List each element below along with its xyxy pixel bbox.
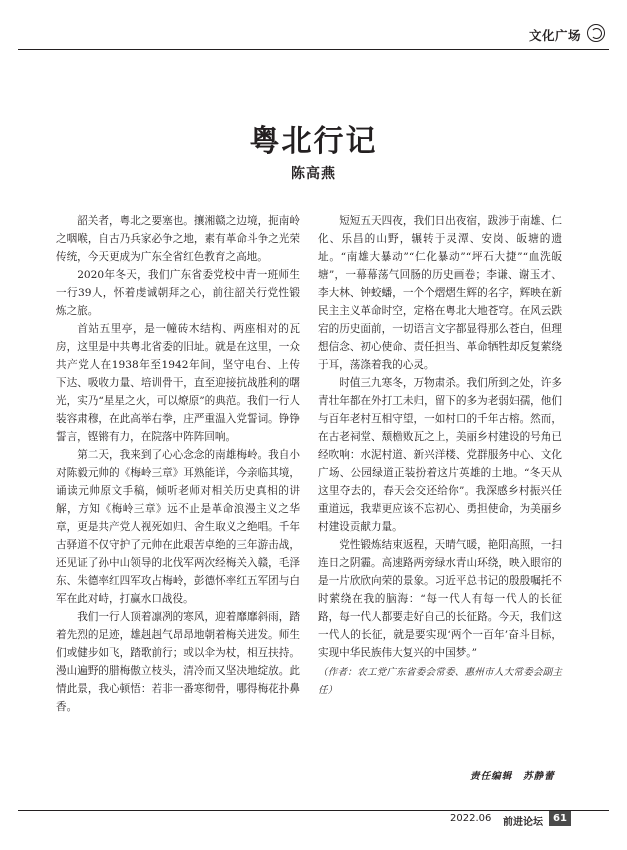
responsible-editor: 责任编辑 苏静蕾 xyxy=(470,771,555,782)
issue-date: 2022.06 xyxy=(450,813,492,824)
section-circle-icon xyxy=(587,24,605,42)
footer-rule xyxy=(18,810,609,811)
paragraph: 党性锻炼结束返程，天晴气暖，艳阳高照，一扫连日之阴霾。高速路两旁绿水青山环绕，映入眼帘的是一片欣欣向荣的景象。习近平总书记的殷殷嘱托不时萦绕在我的脑海：“每一代人有每一代人的长征路，每一代人都要走好自己的长征路。今天，我们这一代人的长征，就是要实现‘两个一百年’奋斗目标，实现中华民族伟大复兴的中国梦。” xyxy=(318,539,562,659)
magazine-name: 前进论坛 xyxy=(503,817,543,828)
paragraph: 韶关者，粤北之要塞也。攘湘赣之边境，扼南岭之咽喉，自古乃兵家必争之地，素有革命斗争之光荣传统，今天更成为广东全省红色教育之高地。 xyxy=(56,215,300,263)
article-author: 陈高燕 xyxy=(291,166,336,182)
paragraph: 短短五天四夜，我们日出夜宿，跋涉于南雄、仁化、乐昌的山野，辗转于灵潭、安岗、皈塘的遗址。“南雄大暴动”“仁化暴动”“坪石大捷”“血洗皈塘”，一幕幕荡气回肠的历史画卷；李谦、谢玉才、李大林、钟蛟蟠，一个个熠熠生辉的名字，辉映在新民主主义革命时空，定格在粤北大地苍穹。在风云跌宕的历史面前，一切语言文字都显得那么苍白，但理想信念、初心使命、责任担当、革命牺牲却反复萦绕于耳，荡涤着我的心灵。 xyxy=(318,215,562,371)
author-byline: （作者：农工党广东省委会常委、惠州市人大常委会副主任） xyxy=(318,667,562,696)
paragraph: 时值三九寒冬，万物肃杀。我们所到之处，许多青壮年都在外打工未归，留下的多为老弱妇孺，他们与百年老村互相守望，一如村口的千年古榕。然而，在古老祠堂、颓檐败瓦之上，美丽乡村建设的号角已经吹响：水泥村道、新兴洋楼、党群服务中心、文化广场、公园绿道正装扮着这片英雄的土地。“冬天从这里夺去的，春天会交还给你”。我深感乡村振兴任重道远，我辈更应该不忘初心、勇担使命，为美丽乡村建设贡献力量。 xyxy=(318,377,562,533)
paragraph: 2020年冬天，我们广东省委党校中青一班师生一行39人，怀着虔诚朝拜之心，前往韶关行党性锻炼之旅。 xyxy=(56,269,300,317)
article-title: 粤北行记 xyxy=(249,124,378,159)
right-column xyxy=(318,212,562,700)
section-label: 文化广场 xyxy=(528,28,581,43)
page-number: 61 xyxy=(549,811,571,826)
left-column xyxy=(56,212,300,716)
paragraph: 首站五里亭，是一幢砖木结构、两座相对的瓦房，这里是中共粤北省委的旧址。就是在这里，一众共产党人在1938年至1942年间，坚守电台、上传下达、吸收力量、培训骨干，直至迎接抗战胜利的曙光，实乃“星星之火，可以燎原”的典范。我们一行人装容肃穆，在此高举右拳，庄严重温入党誓词。铮铮誓言，铿锵有力，在院落中阵阵回响。 xyxy=(56,323,300,443)
header-rule xyxy=(18,49,609,50)
paragraph: 第二天，我来到了心心念念的南雄梅岭。我自小对陈毅元帅的《梅岭三章》耳熟能详，今亲临其境，诵读元帅原文手稿，倾听老师对相关历史真相的讲解，方知《梅岭三章》远不止是革命浪漫主义之华章，更是共产党人视死如归、舍生取义之绝唱。千年古驿道不仅守护了元帅在此艰苦卓绝的三年游击战，还见证了孙中山领导的北伐军两次经梅关入赣，毛泽东、朱德率红四军攻占梅岭，彭德怀率红五军团与白军在此对峙，打赢水口战役。 xyxy=(56,449,300,605)
paragraph: 我们一行人顶着凛冽的寒风，迎着靡靡斜雨，踏着先烈的足迹，雄赳赳气昂昂地朝着梅关进发。师生们或健步如飞，踏歌前行；或以伞为杖，相互扶持。漫山遍野的腊梅傲立枝头，清冷而又坚决地绽放。此情此景，我心顿悟：若非一番寒彻骨，哪得梅花扑鼻香。 xyxy=(56,611,300,713)
